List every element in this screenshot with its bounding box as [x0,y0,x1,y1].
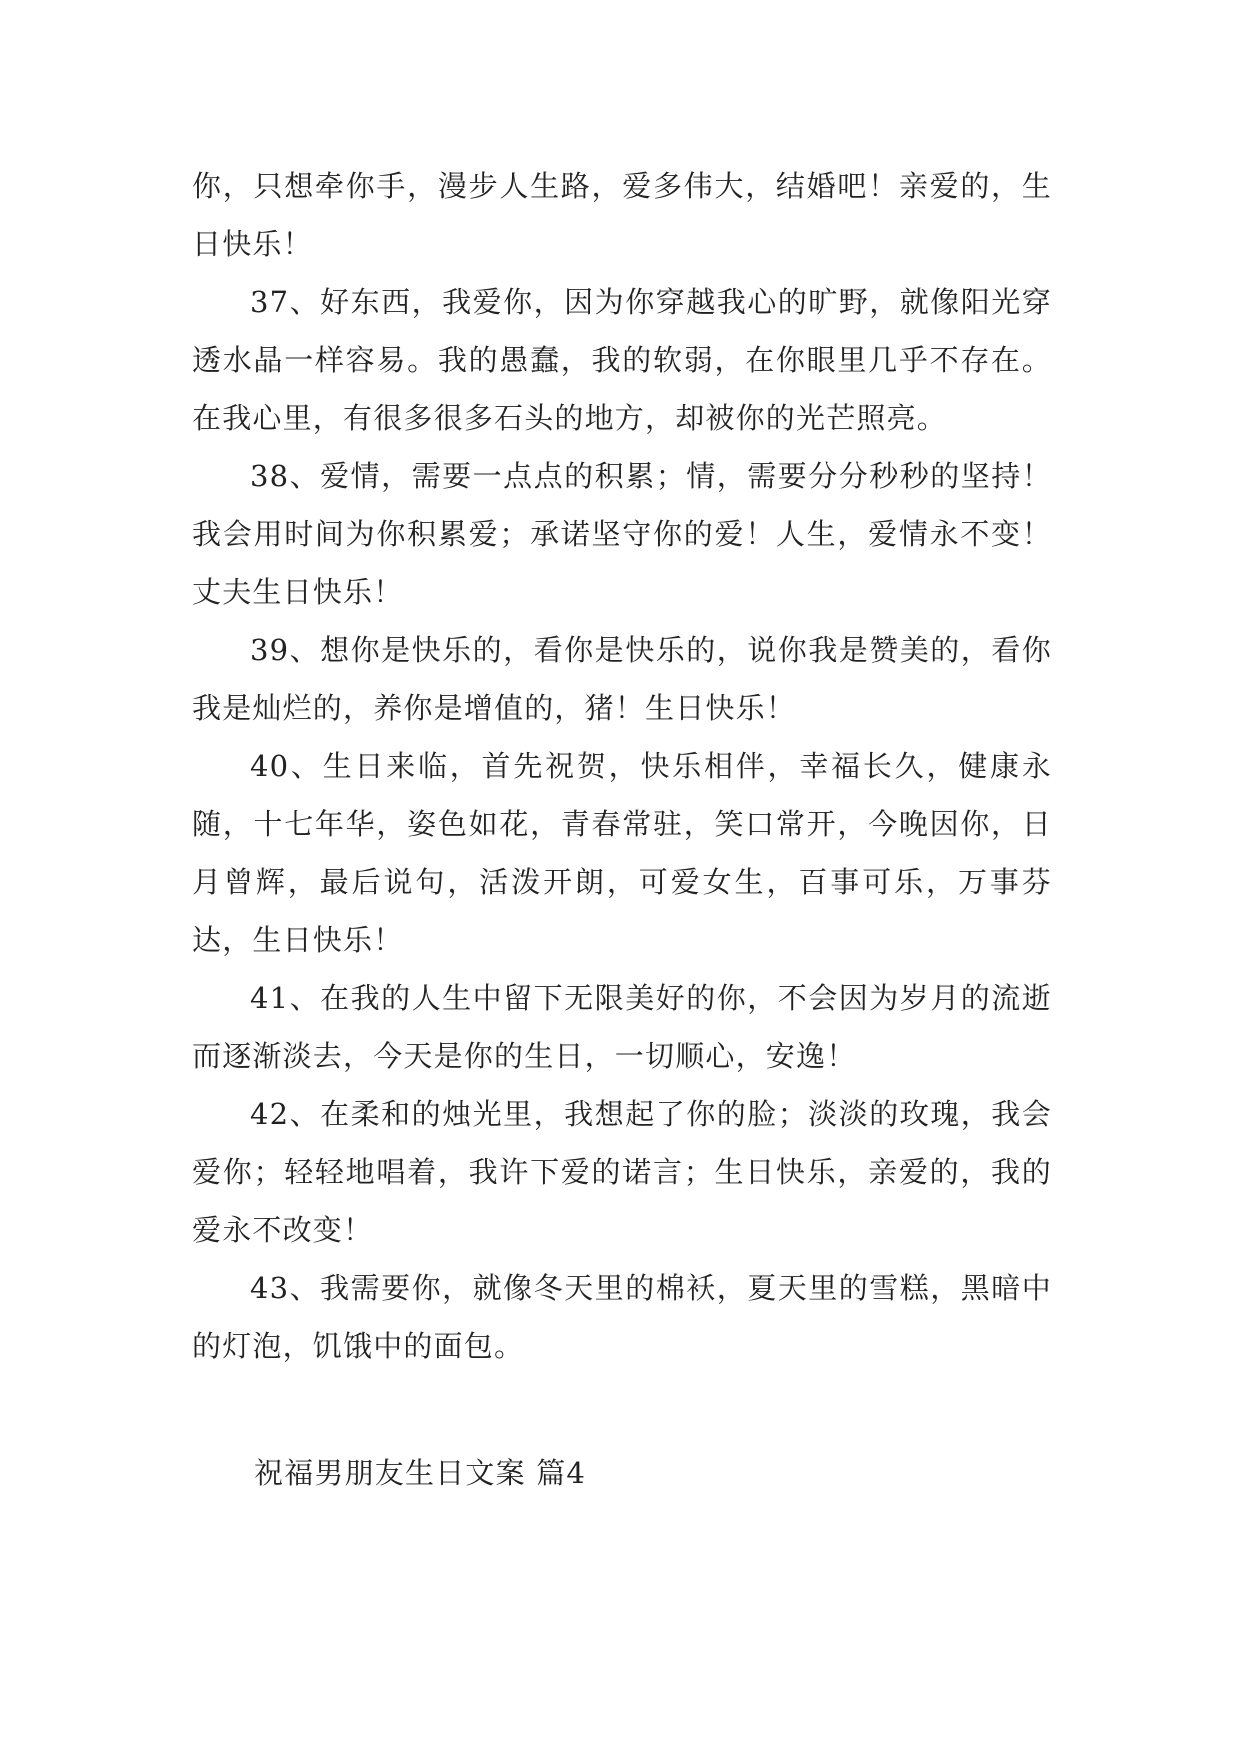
paragraph-41: 41、在我的人生中留下无限美好的你，不会因为岁月的流逝而逐渐淡去，今天是你的生日，一切顺心，安逸！ [192,981,1052,1073]
paragraph-42: 42、在柔和的烛光里，我想起了你的脸；淡淡的玫瑰，我会爱你；轻轻地唱着，我许下爱的诺言；生日快乐，亲爱的，我的爱永不改变！ [192,1097,1052,1247]
paragraph-37: 37、好东西，我爱你，因为你穿越我心的旷野，就像阳光穿透水晶一样容易。我的愚蠢，我的软弱，在你眼里几乎不存在。在我心里，有很多很多石头的地方，却被你的光芒照亮。 [192,285,1052,435]
paragraph-43: 43、我需要你，就像冬天里的棉袄，夏天里的雪糕，黑暗中的灯泡，饥饿中的面包。 [192,1271,1052,1363]
paragraph-40: 40、生日来临，首先祝贺，快乐相伴，幸福长久，健康永随，十七年华，姿色如花，青春常驻，笑口常开，今晚因你，日月曾辉，最后说句，活泼开朗，可爱女生，百事可乐，万事芬达，生日快乐！ [192,749,1052,957]
paragraph-continuation: 你，只想牵你手，漫步人生路，爱多伟大，结婚吧！亲爱的，生日快乐！ [192,169,1052,261]
paragraph-39: 39、想你是快乐的，看你是快乐的，说你我是赞美的，看你我是灿烂的，养你是增值的，猪！生日快乐！ [192,633,1052,725]
section-heading: 祝福男朋友生日文案 篇4 [254,1456,587,1490]
paragraph-38: 38、爱情，需要一点点的积累；情，需要分分秒秒的坚持！我会用时间为你积累爱；承诺坚守你的爱！人生，爱情永不变！丈夫生日快乐！ [192,459,1052,609]
body-text [192,157,1052,1375]
